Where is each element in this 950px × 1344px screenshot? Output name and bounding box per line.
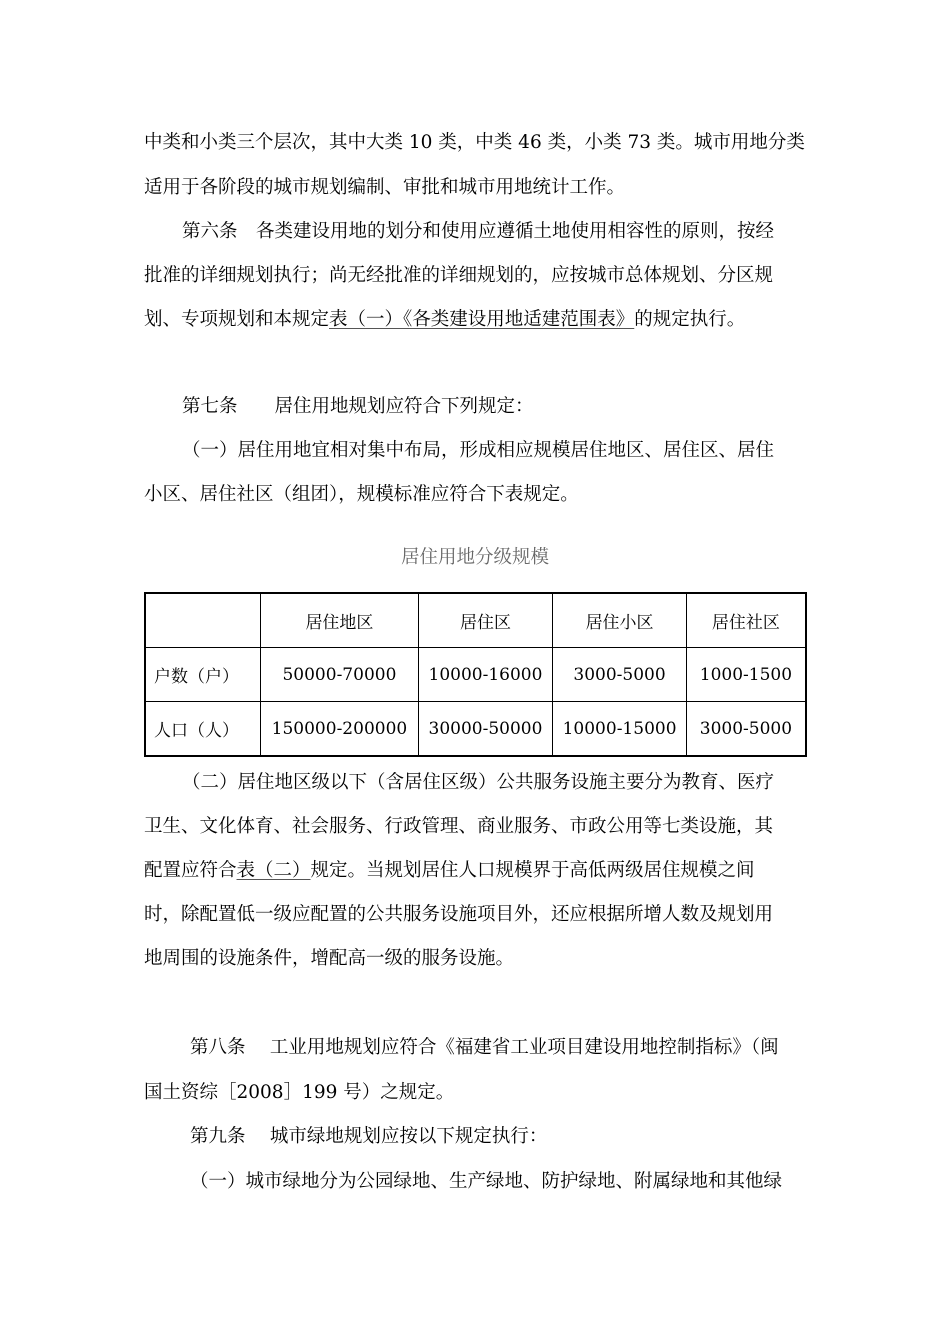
article-7-item-line: 卫生、文化体育、社会服务、行政管理、商业服务、市政公用等七类设施，其	[144, 816, 774, 837]
table-caption: 居住用地分级规模	[400, 547, 549, 568]
table-cell: 1000-1500	[686, 648, 806, 702]
paragraph-line: 中类和小类三个层次，其中大类 10 类，中类 46 类，小类 73 类。城市用地分类	[144, 132, 805, 153]
table-row	[145, 702, 806, 757]
paragraph-line: 适用于各阶段的城市规划编制、审批和城市用地统计工作。	[144, 177, 626, 198]
article-7-item-line: 小区、居住社区（组团），规模标准应符合下表规定。	[144, 484, 579, 505]
table-header-cell	[145, 593, 261, 648]
table-cell: 50000-70000	[261, 648, 419, 702]
table-cell: 3000-5000	[553, 648, 687, 702]
article-6-line	[144, 307, 745, 333]
article-6-line: 批准的详细规划执行；尚无经批准的详细规划的，应按城市总体规划、分区规	[144, 265, 774, 286]
article-7-item-line: 时，除配置低一级应配置的公共服务设施项目外，还应根据所增人数及规划用	[144, 904, 774, 925]
article-7-text: 规定。当规划居住人口规模界于高低两级居住规模之间	[310, 860, 755, 881]
article-7-item-line: （二）居住地区级以下（含居住区级）公共服务设施主要分为教育、医疗	[182, 772, 775, 793]
table-header-cell: 居住区	[418, 593, 553, 648]
article-6-text: 的规定执行。	[634, 309, 746, 330]
table-row-label: 户数（户）	[145, 648, 261, 702]
table-2-link[interactable]: 表（二）	[236, 860, 311, 881]
article-6-line: 第六条 各类建设用地的划分和使用应遵循土地使用相容性的原则，按经	[182, 221, 775, 242]
article-9-item-line: （一）城市绿地分为公园绿地、生产绿地、防护绿地、附属绿地和其他绿	[190, 1171, 783, 1192]
table-cell: 10000-15000	[553, 702, 687, 757]
article-7-item-line: 地周围的设施条件，增配高一级的服务设施。	[144, 948, 515, 969]
article-6-text: 划、专项规划和本规定	[144, 309, 330, 330]
table-cell: 10000-16000	[418, 648, 553, 702]
table-cell: 150000-200000	[261, 702, 419, 757]
article-7-item-line	[144, 858, 755, 884]
table-header-row	[145, 593, 806, 648]
table-cell: 30000-50000	[418, 702, 553, 757]
table-row-label: 人口（人）	[145, 702, 261, 757]
article-9-heading: 第九条 城市绿地规划应按以下规定执行：	[190, 1126, 548, 1147]
table-header-cell: 居住小区	[553, 593, 687, 648]
article-8-line: 国土资综［2008］199 号）之规定。	[144, 1082, 455, 1103]
article-7-heading: 第七条 居住用地规划应符合下列规定：	[182, 396, 534, 417]
article-7-text: 配置应符合	[144, 860, 237, 881]
table-header-cell: 居住地区	[261, 593, 419, 648]
table-1-link[interactable]: 表（一）《各类建设用地适建范围表》	[329, 309, 635, 330]
table-row	[145, 648, 806, 702]
article-7-item-line: （一）居住用地宜相对集中布局，形成相应规模居住地区、居住区、居住	[182, 440, 775, 461]
table-header-cell: 居住社区	[686, 593, 806, 648]
table-cell: 3000-5000	[686, 702, 806, 757]
article-8-line: 第八条 工业用地规划应符合《福建省工业项目建设用地控制指标》（闽	[190, 1037, 779, 1058]
residential-scale-table	[144, 592, 807, 757]
